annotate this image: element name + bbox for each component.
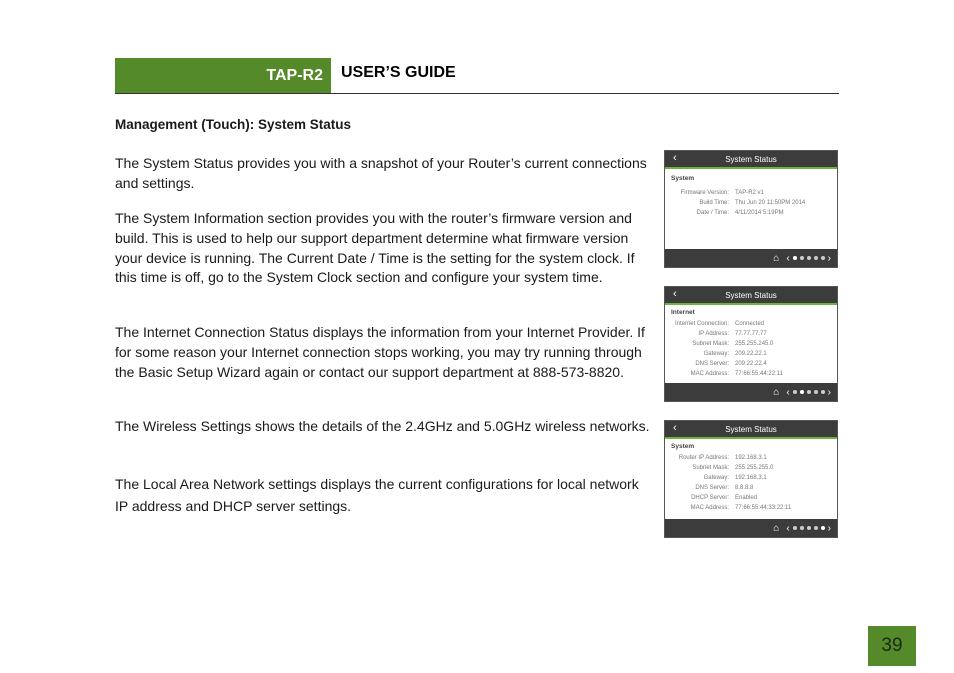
header-guide-title: USER’S GUIDE: [341, 64, 456, 81]
row-label: DNS Server:: [695, 485, 729, 491]
page-dot-icon: [821, 256, 825, 260]
screen-row: [671, 463, 831, 473]
page-number: [868, 626, 916, 666]
page-dot-icon: [807, 526, 811, 530]
page-dot-icon: [807, 390, 811, 394]
back-chevron-icon: ‹: [673, 288, 677, 300]
row-value: TAP-R2 v1: [735, 190, 764, 196]
row-label: Date / Time:: [696, 210, 729, 216]
row-label: Subnet Mask:: [692, 341, 729, 347]
back-chevron-icon: ‹: [673, 422, 677, 434]
screen-title: System Status: [725, 424, 777, 434]
back-chevron-icon: ‹: [673, 152, 677, 164]
page-dot-icon: [800, 390, 804, 394]
screen-nav-bar: [665, 519, 837, 537]
row-label: MAC Address:: [690, 371, 729, 377]
screenshot-system-status-system: [664, 150, 838, 268]
screen-heading: Internet: [671, 309, 695, 316]
chevron-right-icon: ›: [827, 522, 831, 534]
chevron-left-icon: ‹: [786, 522, 790, 534]
paragraph-wireless: The Wireless Settings shows the details of the 2.4GHz and 5.0GHz wireless networks.: [115, 418, 650, 434]
page-dot-icon: [807, 256, 811, 260]
screenshot-system-status-internet: [664, 286, 838, 402]
page-dot-icon: [793, 256, 797, 260]
screen-title-bar: [665, 421, 837, 439]
page-dot-icon: [814, 526, 818, 530]
row-value: Enabled: [735, 495, 758, 501]
screen-row: [671, 329, 831, 339]
header-product: TAP-R2: [266, 66, 323, 84]
row-value: 209.22.22.4: [735, 361, 767, 367]
chevron-left-icon: ‹: [786, 252, 790, 264]
page-dot-icon: [821, 526, 825, 530]
screen-row: [671, 369, 831, 379]
row-label: DNS Server:: [695, 361, 729, 367]
row-label: Subnet Mask:: [692, 465, 729, 471]
screen-row: [671, 319, 831, 329]
row-value: Thu Jun 20 11:50PM 2014: [735, 200, 806, 206]
page-dot-icon: [800, 256, 804, 260]
row-value: 77:66:55:44:22:11: [735, 371, 783, 377]
row-value: Connected: [735, 321, 765, 327]
screen-row: [671, 339, 831, 349]
page-number-text: 39: [881, 635, 903, 656]
home-icon: ⌂: [773, 386, 780, 398]
row-value: 192.168.3.1: [735, 475, 767, 481]
screen-row: [671, 453, 831, 463]
page-dot-icon: [821, 390, 825, 394]
row-label: IP Address:: [698, 331, 729, 337]
row-value: 77.77.77.77: [735, 331, 767, 337]
page-dot-icon: [793, 390, 797, 394]
chevron-right-icon: ›: [827, 386, 831, 398]
row-value: 209.22.22.1: [735, 351, 767, 357]
header-product-bar: [115, 58, 331, 93]
row-value: 77:66:55:44:33:22:11: [735, 505, 792, 511]
row-label: Internet Connection:: [674, 321, 729, 327]
screen-row: [671, 208, 831, 218]
home-icon: ⌂: [773, 522, 780, 534]
header-divider: [115, 93, 839, 94]
paragraph-system-info: The System Information section provides you with the router’s firmware version and build. This is used to help our support department determine what firmware version your device is running. The Current Date / Time is the setting for the system clock. If this time is off, go to the System Clock section and configure your system time.: [115, 210, 635, 286]
screen-row: [671, 493, 831, 503]
screen-row: [671, 359, 831, 369]
page-dot-icon: [814, 256, 818, 260]
screen-heading: System: [671, 443, 695, 450]
screenshot-system-status-lan: [664, 420, 838, 538]
screen-nav-bar: [665, 383, 837, 401]
row-label: Firmware Version:: [680, 190, 729, 196]
chevron-left-icon: ‹: [786, 386, 790, 398]
row-label: Gateway:: [703, 351, 729, 357]
screen-heading: System: [671, 175, 695, 182]
row-value: 8.8.8.8: [735, 485, 754, 491]
screen-title: System Status: [725, 290, 777, 300]
row-value: 192.168.3.1: [735, 455, 767, 461]
row-label: Router IP Address:: [678, 455, 729, 461]
page-dot-icon: [800, 526, 804, 530]
home-icon: ⌂: [773, 252, 780, 264]
paragraph-lan: The Local Area Network settings displays the current configurations for local network IP address and DHCP server settings.: [115, 476, 639, 514]
row-value: 255.255.255.0: [735, 465, 774, 471]
screen-title-bar: [665, 287, 837, 305]
row-label: Gateway:: [703, 475, 729, 481]
page-dot-icon: [793, 526, 797, 530]
screen-row: [671, 198, 831, 208]
row-value: 4/11/2014 5:19PM: [735, 210, 784, 216]
paragraph-internet: The Internet Connection Status displays the information from your Internet Provider. If for some reason your Internet connection stops working, you may try running through the Basic Setup Wizard again or contact our support department at 888-573-8820.: [115, 324, 645, 380]
screen-row: [671, 349, 831, 359]
section-title: Management (Touch): System Status: [115, 117, 352, 132]
row-label: MAC Address:: [690, 505, 729, 511]
page-dot-icon: [814, 390, 818, 394]
row-label: Build Time:: [699, 200, 729, 206]
row-value: 255.255.245.0: [735, 341, 774, 347]
paragraph-intro: The System Status provides you with a snapshot of your Router’s current connections and settings.: [115, 155, 647, 191]
chevron-right-icon: ›: [827, 252, 831, 264]
screen-title-bar: [665, 151, 837, 169]
screen-nav-bar: [665, 249, 837, 267]
screen-row: [671, 188, 831, 198]
row-label: DHCP Server:: [691, 495, 729, 501]
screen-row: [671, 473, 831, 483]
screen-row: [671, 503, 831, 513]
screen-title: System Status: [725, 154, 777, 164]
screen-row: [671, 483, 831, 493]
